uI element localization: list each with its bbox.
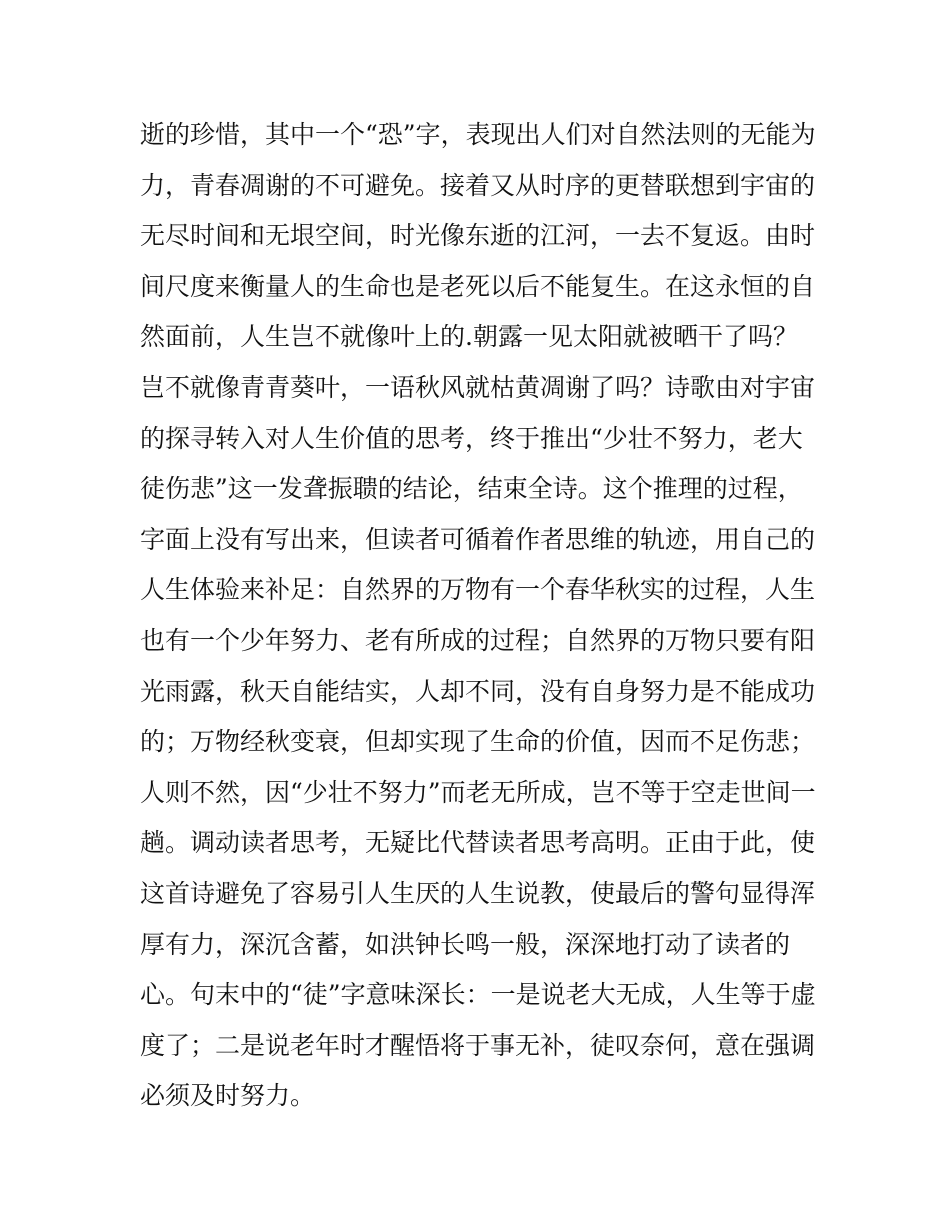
text-line: 字面上没有写出来，但读者可循着作者思维的轨迹，用自己的 [140,524,816,554]
text-line: 间尺度来衡量人的生命也是老死以后不能复生。在这永恒的自 [140,271,816,301]
text-line: 心。句末中的“徒”字意味深长：一是说老大无成，人生等于虚 [140,980,816,1010]
text-line: 趟。调动读者思考，无疑比代替读者思考高明。正由于此，使 [140,828,816,858]
text-line: 徒伤悲”这一发聋振聩的结论，结束全诗。这个推理的过程， [140,474,803,504]
text-line: 逝的珍惜，其中一个“恐”字，表现出人们对自然法则的无能为 [140,120,816,149]
text-line: 光雨露，秋天自能结实，人却不同，没有自身努力是不能成功 [140,676,816,706]
text-line: 这首诗避免了容易引人生厌的人生说教，使最后的警句显得浑 [140,878,816,908]
text-line: 人则不然，因“少壮不努力”而老无所成，岂不等于空走世间一 [140,777,816,807]
text-line: 的；万物经秋变衰，但却实现了生命的价值，因而不足伤悲； [140,727,816,757]
text-line: 力，青春凋谢的不可避免。接着又从时序的更替联想到宇宙的 [140,170,816,200]
text-line: 厚有力，深沉含蓄，如洪钟长鸣一般，深深地打动了读者的 [140,929,791,959]
text-line: 岂不就像青青葵叶，一语秋风就枯黄凋谢了吗？诗歌由对宇宙 [140,372,816,402]
text-line: 也有一个少年努力、老有所成的过程；自然界的万物只要有阳 [140,625,816,655]
text-line: 人生体验来补足：自然界的万物有一个春华秋实的过程，人生 [140,575,816,605]
text-line: 度了；二是说老年时才醒悟将于事无补，徒叹奈何，意在强调 [140,1030,816,1060]
text-line: 然面前，人生岂不就像叶上的.朝露一见太阳就被晒干了吗？ [140,322,798,352]
text-line: 的探寻转入对人生价值的思考，终于推出“少壮不努力，老大 [140,423,803,453]
body-paragraph [140,110,820,1122]
text-line: 必须及时努力。 [140,1081,316,1111]
text-line: 无尽时间和无垠空间，时光像东逝的江河，一去不复返。由时 [140,221,816,251]
